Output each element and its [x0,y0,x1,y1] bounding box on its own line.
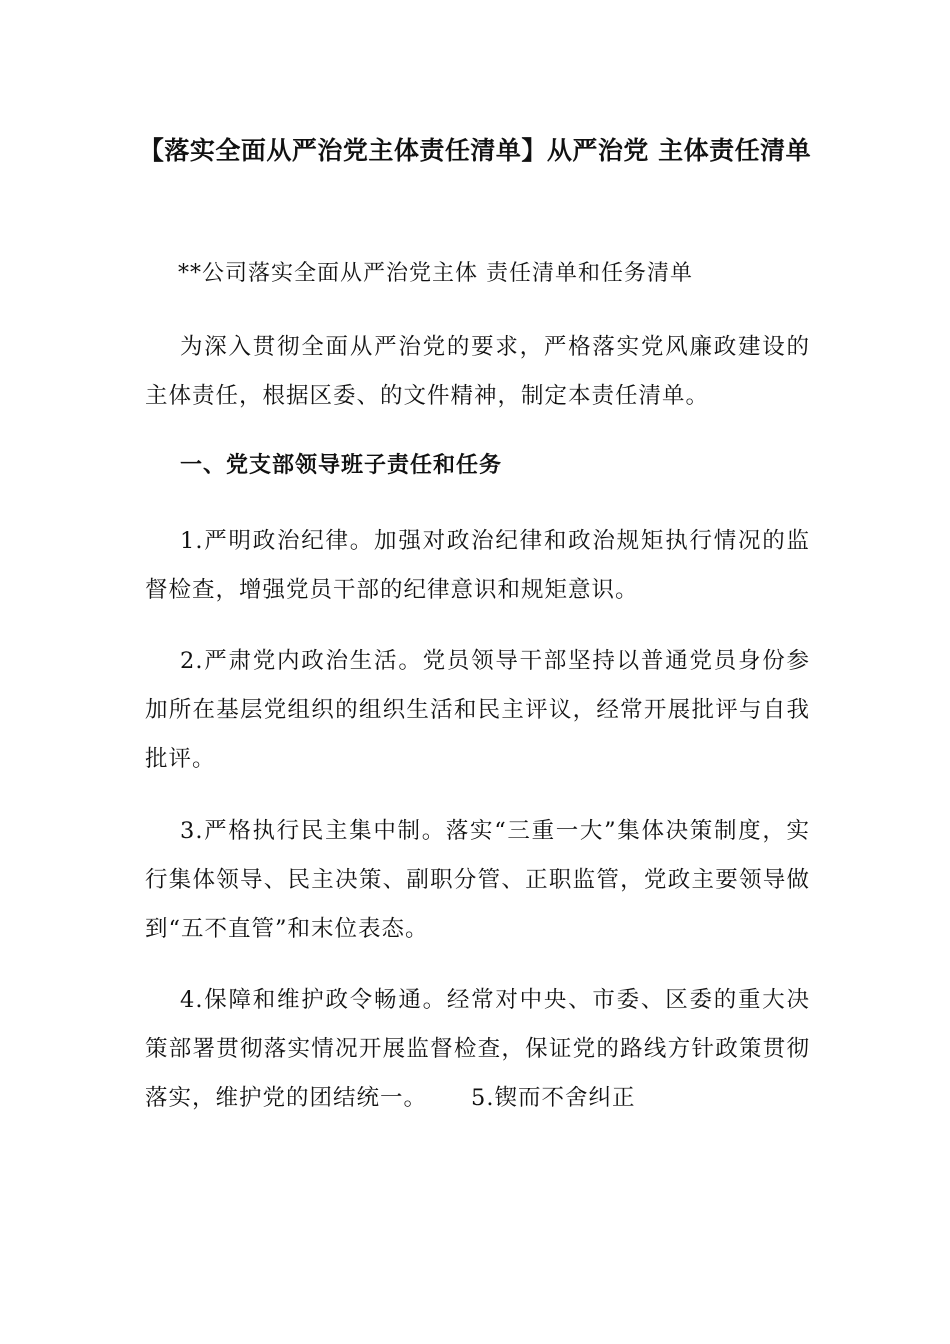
section-heading: 一、党支部领导班子责任和任务 [180,453,503,478]
intro-paragraph: 为深入贯彻全面从严治党的要求，严格落实党风廉政建设的主体责任，根据区委、的文件精神，制定本责任清单。 [145,334,810,409]
item-3-paragraph: 3.严格执行民主集中制。落实“三重一大”集体决策制度，实行集体领导、民主决策、副职分管、正职监管，党政主要领导做到“五不直管”和末位表态。 [145,818,810,942]
item-2-paragraph: 2.严肃党内政治生活。党员领导干部坚持以普通党员身份参加所在基层党组织的组织生活和民主评议，经常开展批评与自我批评。 [145,648,810,772]
item-4-text: 4.保障和维护政令畅通。经常对中央、市委、区委的重大决策部署贯彻落实情况开展监督检查，保证党的路线方针政策贯彻落实，维护党的团结统一。 [145,987,810,1111]
item-1-paragraph: 1.严明政治纪律。加强对政治纪律和政治规矩执行情况的监督检查，增强党员干部的纪律意识和规矩意识。 [145,528,810,603]
item-5-start-text: 5.锲而不舍纠正 [471,1085,636,1111]
item-4-paragraph [145,976,810,1123]
document-title: 【落实全面从严治党主体责任清单】从严治党 主体责任清单 [138,136,812,165]
document-subtitle: **公司落实全面从严治党主体 责任清单和任务清单 [178,261,693,286]
